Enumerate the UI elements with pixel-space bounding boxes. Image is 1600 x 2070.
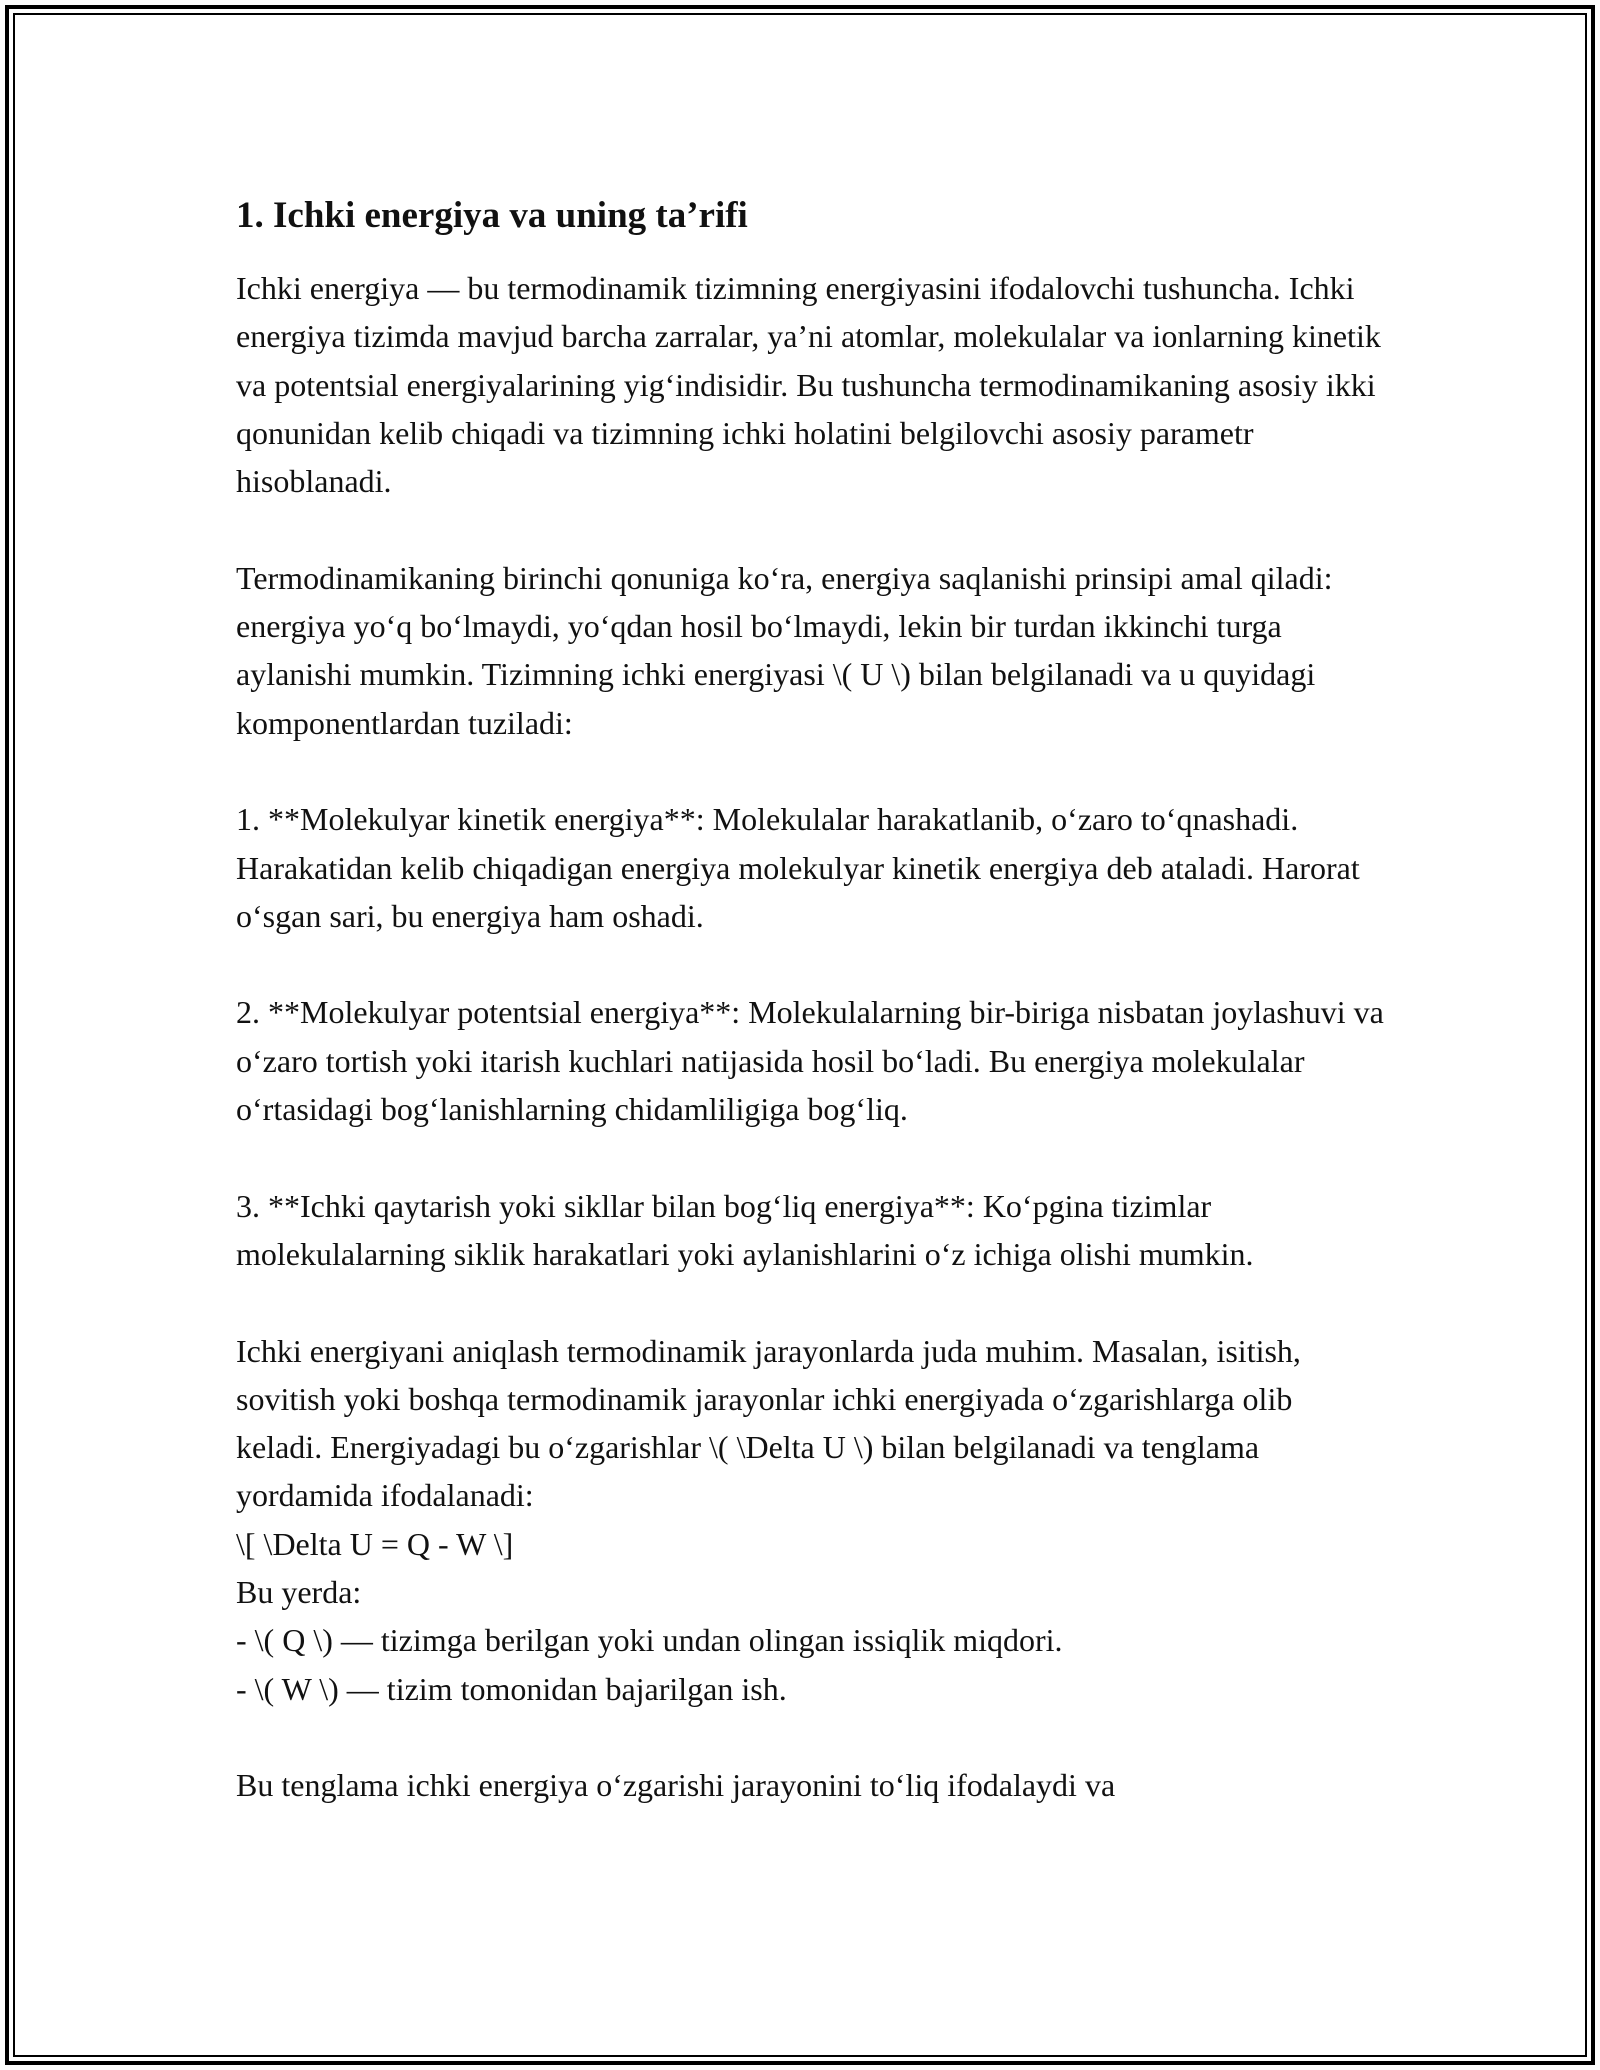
paragraph-gap	[236, 1278, 1386, 1326]
paragraph-delta-u: Ichki energiyani aniqlash termodinamik jarayonlarda juda muhim. Masalan, isitish, sovitish yoki boshqa termodinamik jarayonlar ichki energiyada o‘zgarishlarga olib keladi. Energiyadagi bu o‘zgarishlar \( \Delta U \) bilan belgilanadi va tenglama yordamida ifodalanadi:	[236, 1332, 1301, 1514]
definition-w: - \( W \) — tizim tomonidan bajarilgan ish.	[236, 1670, 787, 1707]
paragraph-gap	[236, 1713, 1386, 1761]
list-item-cyclic: 3. **Ichki qaytarish yoki sikllar bilan bog‘liq energiya**: Ko‘pgina tizimlar molekulalarning siklik harakatlari yoki aylanishlarini o‘z ichiga olishi mumkin.	[236, 1187, 1254, 1272]
equation-line: \[ \Delta U = Q - W \]	[236, 1525, 514, 1562]
where-label: Bu yerda:	[236, 1574, 362, 1611]
paragraph-gap	[236, 747, 1386, 795]
paragraph-definition: Ichki energiya — bu termodinamik tizimning energiyasini ifodalovchi tushuncha. Ichki energiya tizimda mavjud barcha zarralar, ya’ni atomlar, molekulalar va ionlarning kinetik va potentsial energiyalarining yig‘indisidir. Bu tushuncha termodinamikaning asosiy ikki qonunidan kelib chiqadi va tizimning ichki holatini belgilovchi asosiy parametr hisoblanadi.	[236, 270, 1381, 500]
paragraph-first-law: Termodinamikaning birinchi qonuniga ko‘ra, energiya saqlanishi prinsipi amal qiladi: energiya yo‘q bo‘lmaydi, yo‘qdan hosil bo‘lmaydi, lekin bir turdan ikkinchi turga aylanishi mumkin. Tizimning ichki energiyasi \( U \) bilan belgilanadi va u quyidagi komponentlardan tuziladi:	[236, 559, 1333, 741]
paragraph-gap	[236, 505, 1386, 553]
list-item-kinetic: 1. **Molekulyar kinetik energiya**: Molekulalar harakatlanib, o‘zaro to‘qnashadi. Harakatidan kelib chiqadigan energiya molekulyar kinetik energiya deb ataladi. Harorat o‘sgan sari, bu energiya ham oshadi.	[236, 801, 1360, 934]
paragraph-conclusion: Bu tenglama ichki energiya o‘zgarishi jarayonini to‘liq ifodalaydi va	[236, 1767, 1116, 1804]
document-body	[236, 190, 1386, 1810]
paragraph-gap	[236, 1133, 1386, 1181]
section-heading: 1. Ichki energiya va uning ta’rifi	[236, 195, 748, 236]
definition-q: - \( Q \) — tizimga berilgan yoki undan olingan issiqlik miqdori.	[236, 1622, 1063, 1659]
list-item-potential: 2. **Molekulyar potentsial energiya**: Molekulalarning bir-biriga nisbatan joylashuvi va o‘zaro tortish yoki itarish kuchlari natijasida hosil bo‘ladi. Bu energiya molekulalar o‘rtasidagi bog‘lanishlarning chidamliligiga bog‘liq.	[236, 994, 1384, 1128]
paragraph-gap	[236, 940, 1386, 988]
